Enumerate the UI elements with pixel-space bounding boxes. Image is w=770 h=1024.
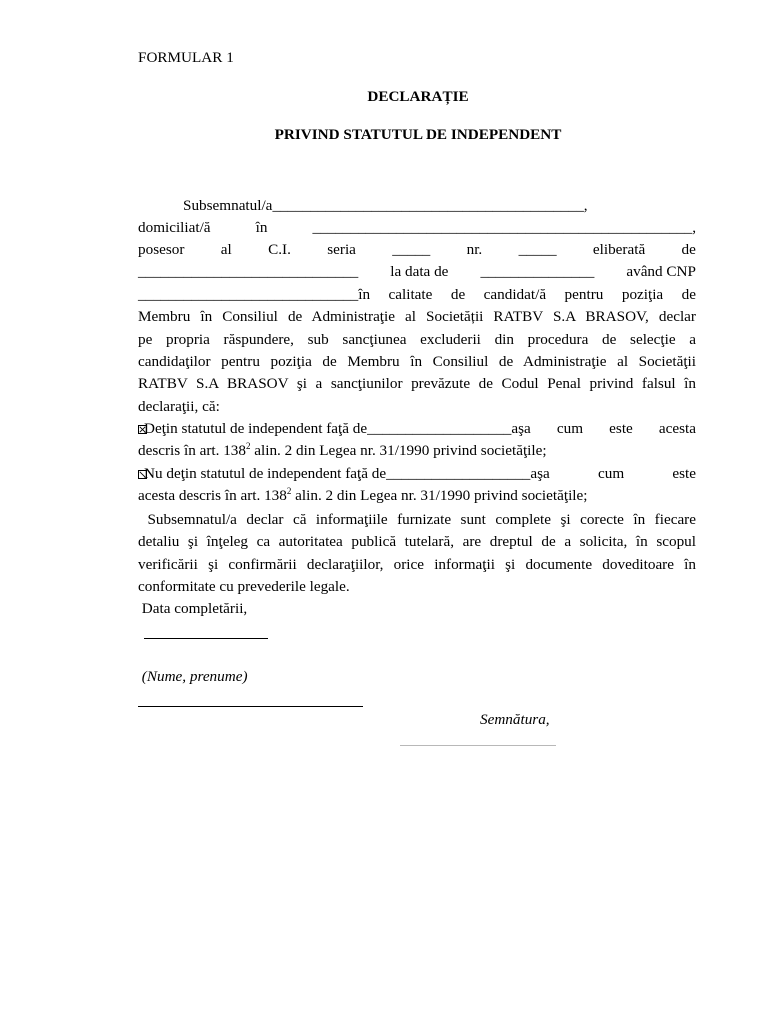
name-label: (Nume, prenume) [138,668,248,685]
closing-text-line: detaliu şi înţeleg ca autoritatea publică tutelară, are dreptul de a solicita, în scopul [138,533,696,550]
closing-text-line: Subsemnatul/a declar că informaţiile furnizate sunt complete şi corecte în fiecare [138,511,696,528]
option-not-independent-tail: aşa cum este [530,465,696,482]
document-title: DECLARAȚIE [367,88,469,105]
issue-date-blank[interactable]: _______________ [480,263,595,280]
in-label: în [255,219,268,236]
issuer-blank[interactable]: _____________________________ [138,263,359,280]
issue-date-line [138,261,696,283]
option-independent-line2: descris în art. $138^2$ alin. 2 din Legea nr. 31/1990 privind societăţile; [138,441,547,459]
declarant-name-blank[interactable]: _________________________________________, [272,197,588,214]
posesor-label: posesor [138,241,185,258]
candidate-text: în calitate de candidat/ă pentru poziţia de [358,286,696,303]
seria-label: seria [327,241,356,258]
closing-text-line: verificării şi confirmării declaraţiilor, orice informaţii şi documente doveditoare în [138,556,696,573]
al-label: al [220,241,232,258]
document-subtitle: PRIVIND STATUTUL DE INDEPENDENT [274,126,562,143]
seria-blank[interactable]: _____ [392,241,431,258]
option-independent-blank[interactable]: ___________________ [367,420,512,437]
id-card-line [138,239,696,261]
body-text-line: candidaţilor pentru poziţia de Membru în Consiliul de Administraţie al Societăţii [138,353,696,370]
date-signature-line[interactable] [144,638,268,639]
checkbox-not-independent[interactable] [138,470,147,479]
cnp-label: având CNP [626,263,696,280]
closing-text-line: conformitate cu prevederile legale. [138,578,350,595]
la-data-label: la data de [390,263,449,280]
checkbox-independent[interactable] [138,425,147,434]
body-text-line: Membru în Consiliul de Administraţie al Societății RATBV S.A BRASOV, declar [138,308,696,325]
name-signature-line[interactable] [138,706,363,707]
body-text-line: pe propria răspundere, sub sancţiunea excluderii din procedura de selecţie a [138,331,696,348]
option-independent-tail: aşa cum este acesta [511,420,696,437]
domicile-line [138,217,696,239]
cnp-blank[interactable]: _____________________________ [138,286,359,303]
option-not-independent-blank[interactable]: ___________________ [386,465,531,482]
option-not-independent-text: Nu deţin statutul de independent faţă de [144,465,387,482]
date-label: Data completării, [138,600,248,617]
body-text-line: declaraţii, că: [138,398,220,415]
form-label: FORMULAR 1 [138,49,234,66]
cnp-line [138,284,696,306]
de-label: de [681,241,696,258]
domiciliat-label: domiciliat/ă [138,219,211,236]
ci-label: C.I. [268,241,291,258]
nr-label: nr. [466,241,483,258]
eliberata-label: eliberată [592,241,646,258]
subsemnatul-label: Subsemnatul/a [183,197,273,214]
checkbox-mark-icon [139,471,146,478]
option-not-independent [138,463,696,485]
option-not-independent-line2: acesta descris în art. $138^2$ alin. 2 din Legea nr. 31/1990 privind societăţile; [138,486,588,504]
nr-blank[interactable]: _____ [518,241,557,258]
signature-line[interactable] [400,745,556,746]
domicile-blank[interactable]: __________________________________________________, [312,219,696,236]
option-independent [138,418,696,440]
body-text-line: RATBV S.A BRASOV şi a sancţiunilor prevăzute de Codul Penal privind falsul în [138,375,696,392]
option-independent-text: Deţin statutul de independent faţă de [144,420,368,437]
declarant-name-line [183,195,696,217]
signature-label: Semnătura, [480,711,550,728]
checkbox-mark-icon [139,426,146,433]
